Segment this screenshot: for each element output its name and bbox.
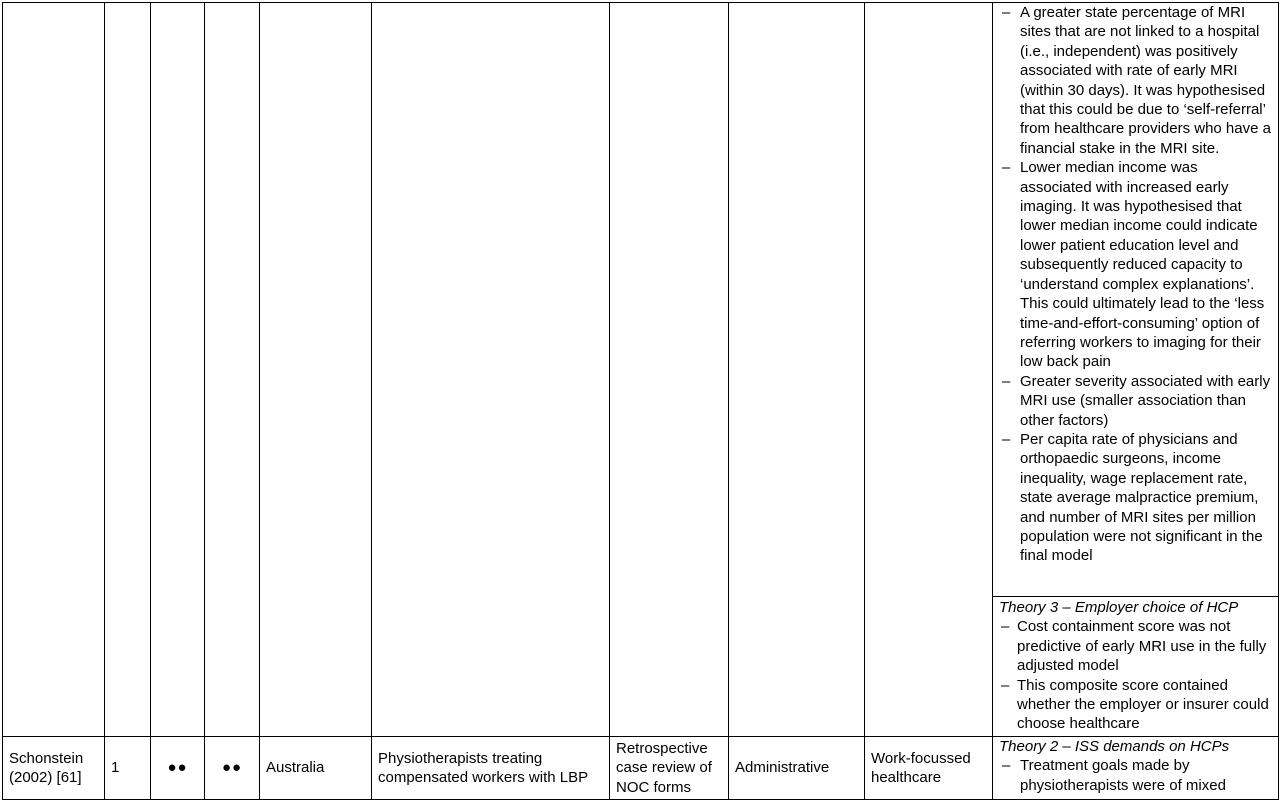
intervention-cell: Work-focussed healthcare bbox=[865, 737, 993, 800]
col4-cell bbox=[205, 3, 260, 737]
finding-item: – Greater severity associated with early MRI use (smaller association than other factors) bbox=[999, 372, 1272, 430]
theory3-heading: Theory 3 – Employer choice of HCP bbox=[999, 599, 1239, 616]
theory1-findings-list bbox=[999, 3, 1272, 566]
theory2-findings-list bbox=[999, 756, 1272, 795]
design-cell: Retrospective case review of NOC forms bbox=[610, 737, 729, 800]
evidence-table bbox=[2, 2, 1279, 800]
theory1-findings-cell bbox=[993, 3, 1279, 597]
finding-item: – Per capita rate of physicians and orthopaedic surgeons, income inequality, wage replacement rate, state average malpractice premium, and number of MRI sites per million population were not significant in the final model bbox=[999, 430, 1272, 566]
data-source-cell: Administrative bbox=[729, 737, 865, 800]
col2-cell bbox=[105, 3, 151, 737]
theory3-findings-list bbox=[999, 617, 1272, 733]
quality-rating-2: ●● bbox=[205, 737, 260, 800]
continued-row bbox=[3, 3, 1279, 597]
finding-item: – A greater state percentage of MRI sites that are not linked to a hospital (i.e., independent) was positively associated with rate of early MRI (within 30 days). It was hypothesised that this could be due to ‘self-referral’ from healthcare providers who have a financial stake in the MRI site. bbox=[999, 3, 1272, 158]
data-source-cell bbox=[729, 3, 865, 737]
theory2-heading: Theory 2 – ISS demands on HCPs bbox=[999, 738, 1230, 755]
finding-item: – Cost containment score was not predictive of early MRI use in the fully adjusted model bbox=[999, 617, 1272, 675]
finding-item: – Lower median income was associated with increased early imaging. It was hypothesised that lower median income could indicate lower patient education level and subsequently reduced capacity to ‘understand complex explanations’. This could ultimately lead to the ‘less time-and-effort-consuming’ option of referring workers to imaging for their low back pain bbox=[999, 158, 1272, 371]
study-cell bbox=[3, 3, 105, 737]
intervention-cell bbox=[865, 3, 993, 737]
design-cell bbox=[610, 3, 729, 737]
quality-rating-1: ●● bbox=[151, 737, 205, 800]
theory2-findings-cell bbox=[993, 737, 1279, 800]
theory3-findings-cell bbox=[993, 597, 1279, 737]
population-cell bbox=[372, 3, 610, 737]
country-cell bbox=[260, 3, 372, 737]
study-cell: Schonstein (2002) [61] bbox=[3, 737, 105, 800]
country-cell: Australia bbox=[260, 737, 372, 800]
population-cell: Physiotherapists treating compensated workers with LBP bbox=[372, 737, 610, 800]
finding-item: – This composite score contained whether the employer or insurer could choose healthcare bbox=[999, 676, 1272, 734]
col2-cell: 1 bbox=[105, 737, 151, 800]
col3-cell bbox=[151, 3, 205, 737]
finding-item: – Treatment goals made by physiotherapists were of mixed bbox=[999, 756, 1272, 795]
schonstein-row bbox=[3, 737, 1279, 800]
